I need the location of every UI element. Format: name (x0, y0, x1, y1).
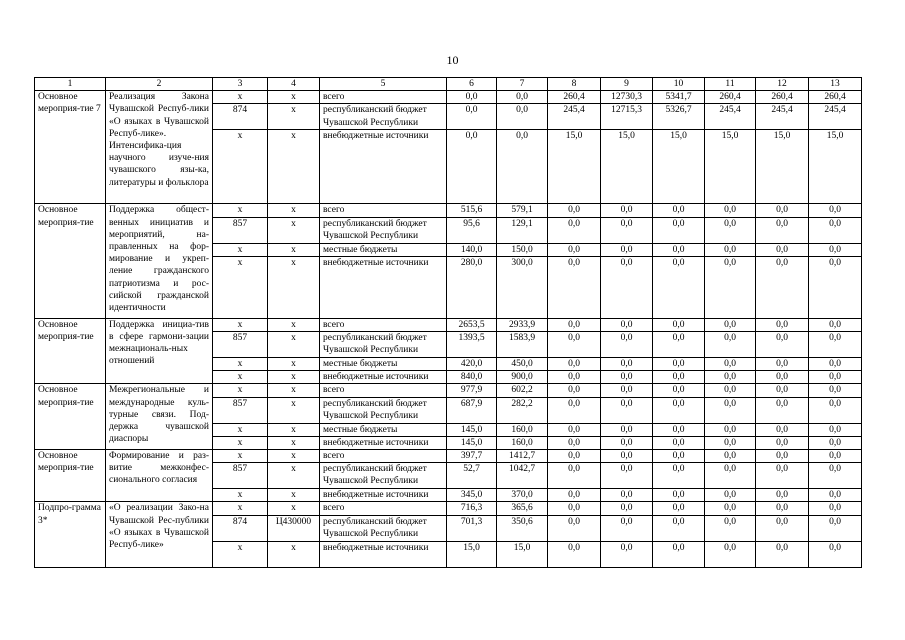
amount-cell: 0,0 (756, 204, 809, 217)
amount-cell: 0,0 (756, 541, 809, 567)
amount-cell: 420,0 (447, 358, 497, 371)
activity-name-cell: Поддержка общест-венных инициатив и мероприятий, на-правленных на фор-мирование и укреп-ление гражданского патриотизма и рос-сийской гражданской идентичности (106, 204, 213, 318)
amount-cell: 282,2 (497, 397, 548, 423)
amount-cell: 0,0 (653, 384, 705, 397)
amount-cell: 0,0 (809, 450, 862, 463)
funding-source-cell: внебюджетные источники (320, 130, 447, 204)
amount-cell: 0,0 (756, 217, 809, 243)
amount-cell: 0,0 (756, 450, 809, 463)
amount-cell: 0,0 (705, 243, 756, 256)
amount-cell: 0,0 (756, 371, 809, 384)
amount-cell: 129,1 (497, 217, 548, 243)
amount-cell: 0,0 (809, 358, 862, 371)
amount-cell: 0,0 (705, 463, 756, 489)
amount-cell: 145,0 (447, 436, 497, 449)
amount-cell: 12730,3 (601, 91, 653, 104)
responsible-code-cell: x (213, 243, 268, 256)
amount-cell: 0,0 (653, 256, 705, 318)
amount-cell: 0,0 (447, 91, 497, 104)
amount-cell: 0,0 (601, 217, 653, 243)
funding-source-cell: внебюджетные источники (320, 371, 447, 384)
amount-cell: 0,0 (809, 397, 862, 423)
budget-code-cell: x (268, 130, 320, 204)
responsible-code-cell: 874 (213, 104, 268, 130)
amount-cell: 1412,7 (497, 450, 548, 463)
amount-cell: 977,9 (447, 384, 497, 397)
amount-cell: 245,4 (548, 104, 601, 130)
amount-cell: 687,9 (447, 397, 497, 423)
header-cell: 3 (213, 78, 268, 91)
amount-cell: 0,0 (653, 450, 705, 463)
amount-cell: 0,0 (653, 204, 705, 217)
funding-source-cell: республиканский бюджет Чувашской Республики (320, 397, 447, 423)
amount-cell: 15,0 (809, 130, 862, 204)
funding-source-cell: внебюджетные источники (320, 436, 447, 449)
amount-cell: 0,0 (705, 217, 756, 243)
amount-cell: 145,0 (447, 423, 497, 436)
amount-cell: 52,7 (447, 463, 497, 489)
amount-cell: 0,0 (653, 217, 705, 243)
amount-cell: 0,0 (601, 436, 653, 449)
responsible-code-cell: x (213, 358, 268, 371)
budget-code-cell: x (268, 423, 320, 436)
amount-cell: 0,0 (653, 502, 705, 515)
responsible-code-cell: 857 (213, 397, 268, 423)
amount-cell: 245,4 (809, 104, 862, 130)
responsible-code-cell: x (213, 436, 268, 449)
funding-source-cell: всего (320, 204, 447, 217)
amount-cell: 0,0 (447, 130, 497, 204)
amount-cell: 0,0 (756, 502, 809, 515)
amount-cell: 300,0 (497, 256, 548, 318)
amount-cell: 515,6 (447, 204, 497, 217)
amount-cell: 0,0 (548, 371, 601, 384)
amount-cell: 0,0 (548, 502, 601, 515)
amount-cell: 160,0 (497, 423, 548, 436)
amount-cell: 0,0 (653, 371, 705, 384)
table-row (35, 450, 862, 463)
header-cell: 13 (809, 78, 862, 91)
amount-cell: 0,0 (548, 463, 601, 489)
responsible-code-cell: x (213, 130, 268, 204)
budget-code-cell: x (268, 397, 320, 423)
funding-source-cell: местные бюджеты (320, 243, 447, 256)
amount-cell: 2653,5 (447, 318, 497, 331)
amount-cell: 0,0 (705, 358, 756, 371)
amount-cell: 0,0 (601, 256, 653, 318)
amount-cell: 0,0 (601, 243, 653, 256)
amount-cell: 0,0 (705, 371, 756, 384)
funding-source-cell: всего (320, 502, 447, 515)
amount-cell: 0,0 (601, 371, 653, 384)
funding-source-cell: внебюджетные источники (320, 541, 447, 567)
activity-type-cell: Основное мероприя-тие (35, 204, 106, 318)
amount-cell: 716,3 (447, 502, 497, 515)
page-number: 10 (446, 53, 459, 67)
table-row (35, 204, 862, 217)
amount-cell: 15,0 (601, 130, 653, 204)
amount-cell: 0,0 (653, 463, 705, 489)
amount-cell: 840,0 (447, 371, 497, 384)
amount-cell: 260,4 (705, 91, 756, 104)
amount-cell: 0,0 (447, 104, 497, 130)
amount-cell: 280,0 (447, 256, 497, 318)
amount-cell: 0,0 (756, 318, 809, 331)
table-row (35, 318, 862, 331)
amount-cell: 15,0 (447, 541, 497, 567)
amount-cell: 0,0 (601, 450, 653, 463)
funding-source-cell: республиканский бюджет Чувашской Республики (320, 515, 447, 541)
amount-cell: 1393,5 (447, 332, 497, 358)
header-cell: 10 (653, 78, 705, 91)
amount-cell: 900,0 (497, 371, 548, 384)
table-row (35, 502, 862, 515)
budget-code-cell: x (268, 541, 320, 567)
responsible-code-cell: x (213, 371, 268, 384)
amount-cell: 0,0 (548, 436, 601, 449)
amount-cell: 2933,9 (497, 318, 548, 331)
amount-cell: 0,0 (705, 256, 756, 318)
amount-cell: 260,4 (548, 91, 601, 104)
amount-cell: 0,0 (809, 515, 862, 541)
amount-cell: 579,1 (497, 204, 548, 217)
table-body (35, 78, 862, 568)
amount-cell: 0,0 (548, 541, 601, 567)
amount-cell: 0,0 (809, 384, 862, 397)
amount-cell: 0,0 (548, 450, 601, 463)
activity-type-cell: Основное мероприя-тие (35, 384, 106, 450)
amount-cell: 0,0 (653, 243, 705, 256)
funding-source-cell: местные бюджеты (320, 423, 447, 436)
header-cell: 1 (35, 78, 106, 91)
budget-code-cell: x (268, 371, 320, 384)
funding-source-cell: всего (320, 318, 447, 331)
responsible-code-cell: 874 (213, 515, 268, 541)
amount-cell: 0,0 (809, 423, 862, 436)
amount-cell: 0,0 (809, 489, 862, 502)
amount-cell: 0,0 (548, 515, 601, 541)
amount-cell: 0,0 (705, 541, 756, 567)
budget-code-cell: x (268, 318, 320, 331)
amount-cell: 365,6 (497, 502, 548, 515)
responsible-code-cell: x (213, 502, 268, 515)
header-cell: 11 (705, 78, 756, 91)
responsible-code-cell: x (213, 541, 268, 567)
activity-type-cell: Подпро-грамма 3* (35, 502, 106, 567)
amount-cell: 95,6 (447, 217, 497, 243)
budget-table (34, 77, 862, 568)
activity-name-cell: Поддержка инициа-тив в сфере гармони-зации межнациональ-ных отношений (106, 318, 213, 384)
responsible-code-cell: 857 (213, 463, 268, 489)
amount-cell: 0,0 (548, 243, 601, 256)
table-row (35, 91, 862, 104)
budget-code-cell: x (268, 489, 320, 502)
amount-cell: 0,0 (653, 423, 705, 436)
amount-cell: 0,0 (809, 204, 862, 217)
amount-cell: 0,0 (653, 318, 705, 331)
amount-cell: 0,0 (705, 384, 756, 397)
activity-name-cell: Формирование и раз-витие межконфес-сионального согласия (106, 450, 213, 502)
budget-code-cell: x (268, 502, 320, 515)
budget-code-cell: x (268, 463, 320, 489)
amount-cell: 5341,7 (653, 91, 705, 104)
activity-type-cell: Основное мероприя-тие 7 (35, 91, 106, 204)
header-cell: 5 (320, 78, 447, 91)
amount-cell: 602,2 (497, 384, 548, 397)
amount-cell: 0,0 (809, 371, 862, 384)
funding-source-cell: всего (320, 450, 447, 463)
amount-cell: 397,7 (447, 450, 497, 463)
funding-source-cell: республиканский бюджет Чувашской Республики (320, 463, 447, 489)
amount-cell: 260,4 (756, 91, 809, 104)
header-cell: 6 (447, 78, 497, 91)
amount-cell: 0,0 (653, 515, 705, 541)
amount-cell: 260,4 (809, 91, 862, 104)
amount-cell: 701,3 (447, 515, 497, 541)
funding-source-cell: всего (320, 384, 447, 397)
amount-cell: 0,0 (601, 384, 653, 397)
amount-cell: 0,0 (756, 489, 809, 502)
amount-cell: 0,0 (809, 243, 862, 256)
amount-cell: 0,0 (653, 489, 705, 502)
amount-cell: 0,0 (601, 318, 653, 331)
header-cell: 2 (106, 78, 213, 91)
header-cell: 8 (548, 78, 601, 91)
amount-cell: 0,0 (705, 332, 756, 358)
responsible-code-cell: x (213, 423, 268, 436)
funding-source-cell: республиканский бюджет Чувашской Республики (320, 332, 447, 358)
header-row (35, 78, 862, 91)
amount-cell: 0,0 (809, 463, 862, 489)
amount-cell: 0,0 (601, 463, 653, 489)
amount-cell: 0,0 (705, 318, 756, 331)
funding-source-cell: внебюджетные источники (320, 489, 447, 502)
amount-cell: 0,0 (809, 436, 862, 449)
amount-cell: 15,0 (756, 130, 809, 204)
amount-cell: 0,0 (548, 384, 601, 397)
amount-cell: 0,0 (601, 204, 653, 217)
budget-code-cell: x (268, 217, 320, 243)
amount-cell: 0,0 (548, 397, 601, 423)
activity-name-cell: Межрегиональные и международные куль-турные связи. Под-держка чувашской диаспоры (106, 384, 213, 450)
responsible-code-cell: x (213, 256, 268, 318)
amount-cell: 0,0 (705, 397, 756, 423)
amount-cell: 0,0 (653, 541, 705, 567)
responsible-code-cell: 857 (213, 332, 268, 358)
amount-cell: 0,0 (705, 489, 756, 502)
amount-cell: 0,0 (601, 423, 653, 436)
amount-cell: 0,0 (548, 256, 601, 318)
budget-code-cell: x (268, 358, 320, 371)
budget-code-cell: Ц430000 (268, 515, 320, 541)
amount-cell: 0,0 (601, 541, 653, 567)
amount-cell: 160,0 (497, 436, 548, 449)
funding-source-cell: местные бюджеты (320, 358, 447, 371)
funding-source-cell: всего (320, 91, 447, 104)
amount-cell: 0,0 (548, 489, 601, 502)
amount-cell: 0,0 (601, 358, 653, 371)
amount-cell: 1583,9 (497, 332, 548, 358)
amount-cell: 0,0 (548, 318, 601, 331)
amount-cell: 0,0 (809, 541, 862, 567)
amount-cell: 0,0 (548, 204, 601, 217)
amount-cell: 0,0 (705, 502, 756, 515)
amount-cell: 0,0 (653, 358, 705, 371)
amount-cell: 0,0 (756, 332, 809, 358)
amount-cell: 140,0 (447, 243, 497, 256)
budget-code-cell: x (268, 332, 320, 358)
amount-cell: 450,0 (497, 358, 548, 371)
amount-cell: 0,0 (809, 502, 862, 515)
amount-cell: 0,0 (601, 397, 653, 423)
amount-cell: 0,0 (756, 358, 809, 371)
amount-cell: 5326,7 (653, 104, 705, 130)
amount-cell: 0,0 (653, 436, 705, 449)
amount-cell: 0,0 (756, 397, 809, 423)
budget-code-cell: x (268, 243, 320, 256)
amount-cell: 0,0 (601, 515, 653, 541)
amount-cell: 0,0 (548, 358, 601, 371)
budget-code-cell: x (268, 204, 320, 217)
amount-cell: 0,0 (548, 217, 601, 243)
activity-name-cell: Реализация Закона Чувашской Респуб-лики «О языках в Чувашской Респуб-лике». Интенсифика-ция научного изуче-ния чувашского язы-ка, литературы и фольклора (106, 91, 213, 204)
amount-cell: 0,0 (497, 104, 548, 130)
amount-cell: 150,0 (497, 243, 548, 256)
responsible-code-cell: x (213, 384, 268, 397)
amount-cell: 15,0 (548, 130, 601, 204)
amount-cell: 345,0 (447, 489, 497, 502)
amount-cell: 0,0 (756, 256, 809, 318)
budget-code-cell: x (268, 450, 320, 463)
amount-cell: 0,0 (601, 332, 653, 358)
amount-cell: 245,4 (756, 104, 809, 130)
amount-cell: 0,0 (653, 332, 705, 358)
amount-cell: 15,0 (705, 130, 756, 204)
funding-source-cell: внебюджетные источники (320, 256, 447, 318)
responsible-code-cell: x (213, 204, 268, 217)
amount-cell: 0,0 (497, 91, 548, 104)
amount-cell: 0,0 (809, 217, 862, 243)
header-cell: 9 (601, 78, 653, 91)
amount-cell: 0,0 (809, 318, 862, 331)
activity-name-cell: «О реализации Зако-на Чувашской Рес-публики «О языках в Чувашской Респуб-лике» (106, 502, 213, 567)
budget-code-cell: x (268, 256, 320, 318)
amount-cell: 1042,7 (497, 463, 548, 489)
amount-cell: 0,0 (756, 515, 809, 541)
amount-cell: 0,0 (601, 489, 653, 502)
amount-cell: 0,0 (601, 502, 653, 515)
amount-cell: 15,0 (497, 541, 548, 567)
amount-cell: 0,0 (548, 423, 601, 436)
activity-type-cell: Основное мероприя-тие (35, 318, 106, 384)
amount-cell: 0,0 (756, 436, 809, 449)
amount-cell: 0,0 (756, 243, 809, 256)
table-row (35, 384, 862, 397)
header-cell: 7 (497, 78, 548, 91)
amount-cell: 0,0 (705, 423, 756, 436)
responsible-code-cell: 857 (213, 217, 268, 243)
amount-cell: 0,0 (548, 332, 601, 358)
amount-cell: 0,0 (756, 423, 809, 436)
budget-code-cell: x (268, 384, 320, 397)
funding-source-cell: республиканский бюджет Чувашской Республики (320, 217, 447, 243)
amount-cell: 0,0 (756, 463, 809, 489)
header-cell: 4 (268, 78, 320, 91)
amount-cell: 15,0 (653, 130, 705, 204)
amount-cell: 0,0 (705, 450, 756, 463)
responsible-code-cell: x (213, 450, 268, 463)
amount-cell: 0,0 (756, 384, 809, 397)
amount-cell: 0,0 (653, 397, 705, 423)
amount-cell: 350,6 (497, 515, 548, 541)
budget-code-cell: x (268, 436, 320, 449)
amount-cell: 0,0 (705, 436, 756, 449)
responsible-code-cell: x (213, 318, 268, 331)
amount-cell: 0,0 (497, 130, 548, 204)
amount-cell: 370,0 (497, 489, 548, 502)
responsible-code-cell: x (213, 489, 268, 502)
amount-cell: 0,0 (705, 515, 756, 541)
funding-source-cell: республиканский бюджет Чувашской Республики (320, 104, 447, 130)
amount-cell: 0,0 (809, 256, 862, 318)
budget-code-cell: x (268, 91, 320, 104)
header-cell: 12 (756, 78, 809, 91)
responsible-code-cell: x (213, 91, 268, 104)
amount-cell: 245,4 (705, 104, 756, 130)
activity-type-cell: Основное мероприя-тие (35, 450, 106, 502)
budget-code-cell: x (268, 104, 320, 130)
amount-cell: 0,0 (809, 332, 862, 358)
amount-cell: 12715,3 (601, 104, 653, 130)
amount-cell: 0,0 (705, 204, 756, 217)
